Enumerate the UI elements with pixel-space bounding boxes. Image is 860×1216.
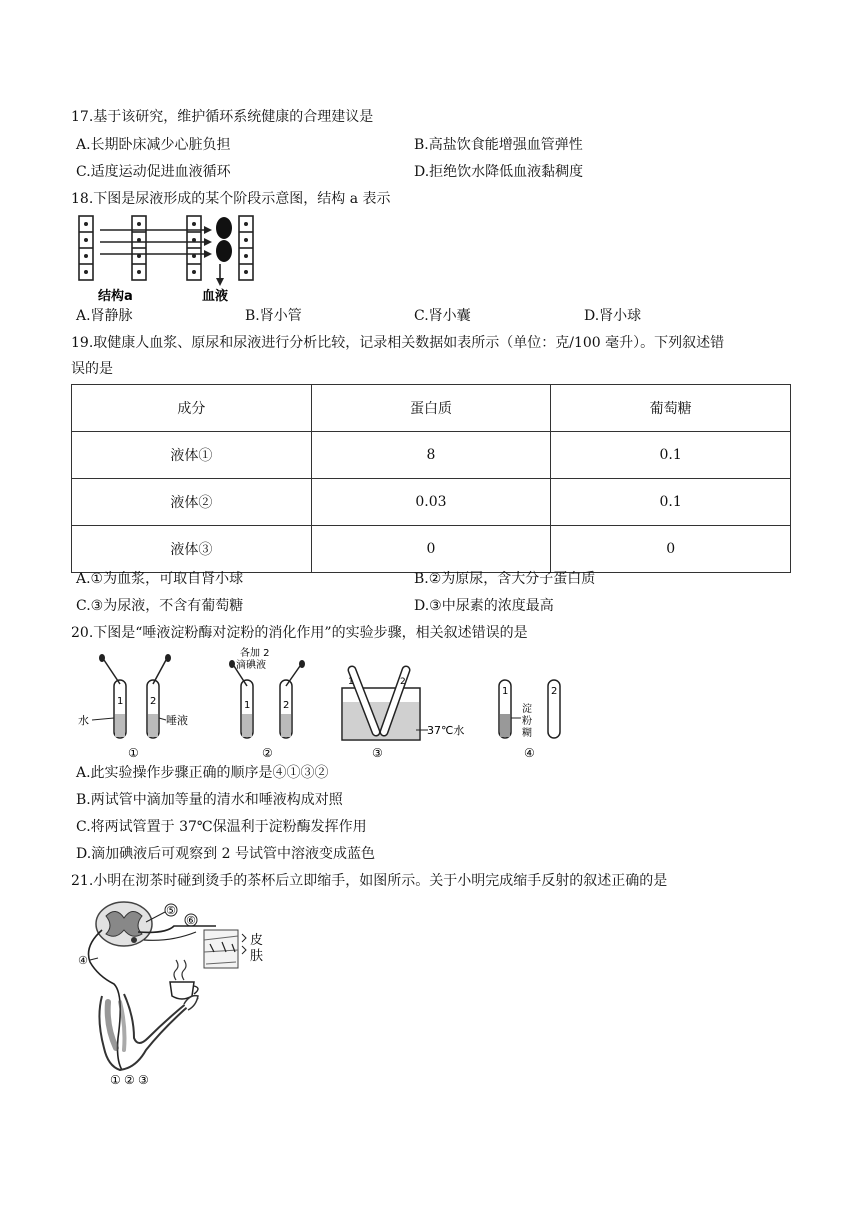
q20-experiment-figure <box>76 646 576 764</box>
label-3: ③ <box>138 1073 149 1087</box>
step4-figure <box>499 680 560 760</box>
step2-figure <box>229 646 305 760</box>
label-saliva: 唾液 <box>166 714 188 727</box>
q17-option-a: A.长期卧床减少心脏负担 <box>76 137 231 153</box>
arm-figure <box>99 994 198 1070</box>
tube-2-label: 2 <box>400 677 406 687</box>
table-header-row <box>72 385 791 432</box>
tube-1-label: 1 <box>244 700 251 711</box>
q17-option-d: D.拒绝饮水降低血液黏稠度 <box>414 164 584 180</box>
tube-2-label: 2 <box>150 696 157 707</box>
table-header-cell: 葡萄糖 <box>551 385 791 432</box>
label-skin: 皮 <box>250 933 264 948</box>
label-skin: 肤 <box>250 949 264 964</box>
label-structure-a: 结构a <box>98 289 133 304</box>
label-4: ④ <box>78 954 88 967</box>
q20-option-c: C.将两试管置于 37℃保温利于淀粉酶发挥作用 <box>76 819 367 835</box>
q18-option-a: A.肾静脉 <box>76 308 133 324</box>
tube-1-label: 1 <box>348 677 354 687</box>
q21-reflex-figure <box>76 898 286 1088</box>
step-2-label: ② <box>262 746 273 760</box>
q18-option-c: C.肾小囊 <box>414 308 471 324</box>
step1-figure <box>78 654 188 760</box>
q17-option-b: B.高盐饮食能增强血管弹性 <box>414 137 583 153</box>
q20-option-a: A.此实验操作步骤正确的顺序是④①③② <box>76 765 329 781</box>
step3-figure <box>342 670 464 760</box>
label-1: ① <box>110 1073 121 1087</box>
q21-stem: 21.小明在沏茶时碰到烫手的茶杯后立即缩手，如图所示。关于小明完成缩手反射的叙述正确的是 <box>71 873 668 889</box>
skin-block <box>204 930 263 968</box>
q18-nephron-figure <box>76 212 266 304</box>
step-1-label: ① <box>128 746 139 760</box>
table-cell: 0 <box>311 526 551 573</box>
label-starch: 淀 <box>522 704 532 715</box>
q20-option-d: D.滴加碘液后可观察到 2 号试管中溶液变成蓝色 <box>76 846 375 862</box>
table-row <box>72 479 791 526</box>
table-cell: 液体③ <box>72 526 312 573</box>
q20-stem: 20.下图是“唾液淀粉酶对淀粉的消化作用”的实验步骤，相关叙述错误的是 <box>71 625 528 641</box>
table-header-cell: 蛋白质 <box>311 385 551 432</box>
table-cell: 0.1 <box>551 479 791 526</box>
q19-stem-line1: 19.取健康人血浆、原尿和尿液进行分析比较，记录相关数据如表所示（单位：克/100 毫升）。下列叙述错 <box>71 335 725 351</box>
label-add-iodine: 各加 2 <box>240 648 270 659</box>
q17-option-c: C.适度运动促进血液循环 <box>76 164 231 180</box>
table-row <box>72 432 791 479</box>
label-2: ② <box>124 1073 135 1087</box>
tube-2-label: 2 <box>283 700 290 711</box>
label-water: 水 <box>78 714 89 727</box>
label-iodine: 滴碘液 <box>236 660 266 671</box>
table-row <box>72 526 791 573</box>
q19-stem-line2: 误的是 <box>71 361 113 377</box>
q19-option-c: C.③为尿液，不含有葡萄糖 <box>76 598 244 614</box>
q17-stem: 17.基于该研究，维护循环系统健康的合理建议是 <box>71 109 374 125</box>
q19-option-d: D.③中尿素的浓度最高 <box>414 598 554 614</box>
q18-option-d: D.肾小球 <box>584 308 642 324</box>
tea-cup-icon <box>170 960 198 999</box>
step-4-label: ④ <box>524 746 535 760</box>
label-water-bath: 37℃水 <box>427 724 465 737</box>
table-cell: 0.1 <box>551 432 791 479</box>
tube-2-label: 2 <box>551 686 558 697</box>
table-cell: 液体① <box>72 432 312 479</box>
step-3-label: ③ <box>372 746 383 760</box>
label-5: ⑤ <box>166 904 176 917</box>
tube-1-label: 1 <box>502 686 509 697</box>
label-6: ⑥ <box>186 914 196 927</box>
label-starch: 糊 <box>522 728 532 739</box>
table-cell: 0.03 <box>311 479 551 526</box>
label-starch: 粉 <box>522 716 532 727</box>
q18-stem: 18.下图是尿液形成的某个阶段示意图，结构 a 表示 <box>71 191 391 207</box>
table-cell: 液体② <box>72 479 312 526</box>
q19-data-table <box>71 384 791 573</box>
table-cell: 8 <box>311 432 551 479</box>
q18-option-b: B.肾小管 <box>245 308 302 324</box>
table-header-cell: 成分 <box>72 385 312 432</box>
table-cell: 0 <box>551 526 791 573</box>
q19-option-b: B.②为原尿，含大分子蛋白质 <box>414 571 596 587</box>
q19-option-a: A.①为血浆，可取自肾小球 <box>76 571 244 587</box>
label-blood: 血液 <box>202 289 229 304</box>
q20-option-b: B.两试管中滴加等量的清水和唾液构成对照 <box>76 792 343 808</box>
tube-1-label: 1 <box>117 696 124 707</box>
